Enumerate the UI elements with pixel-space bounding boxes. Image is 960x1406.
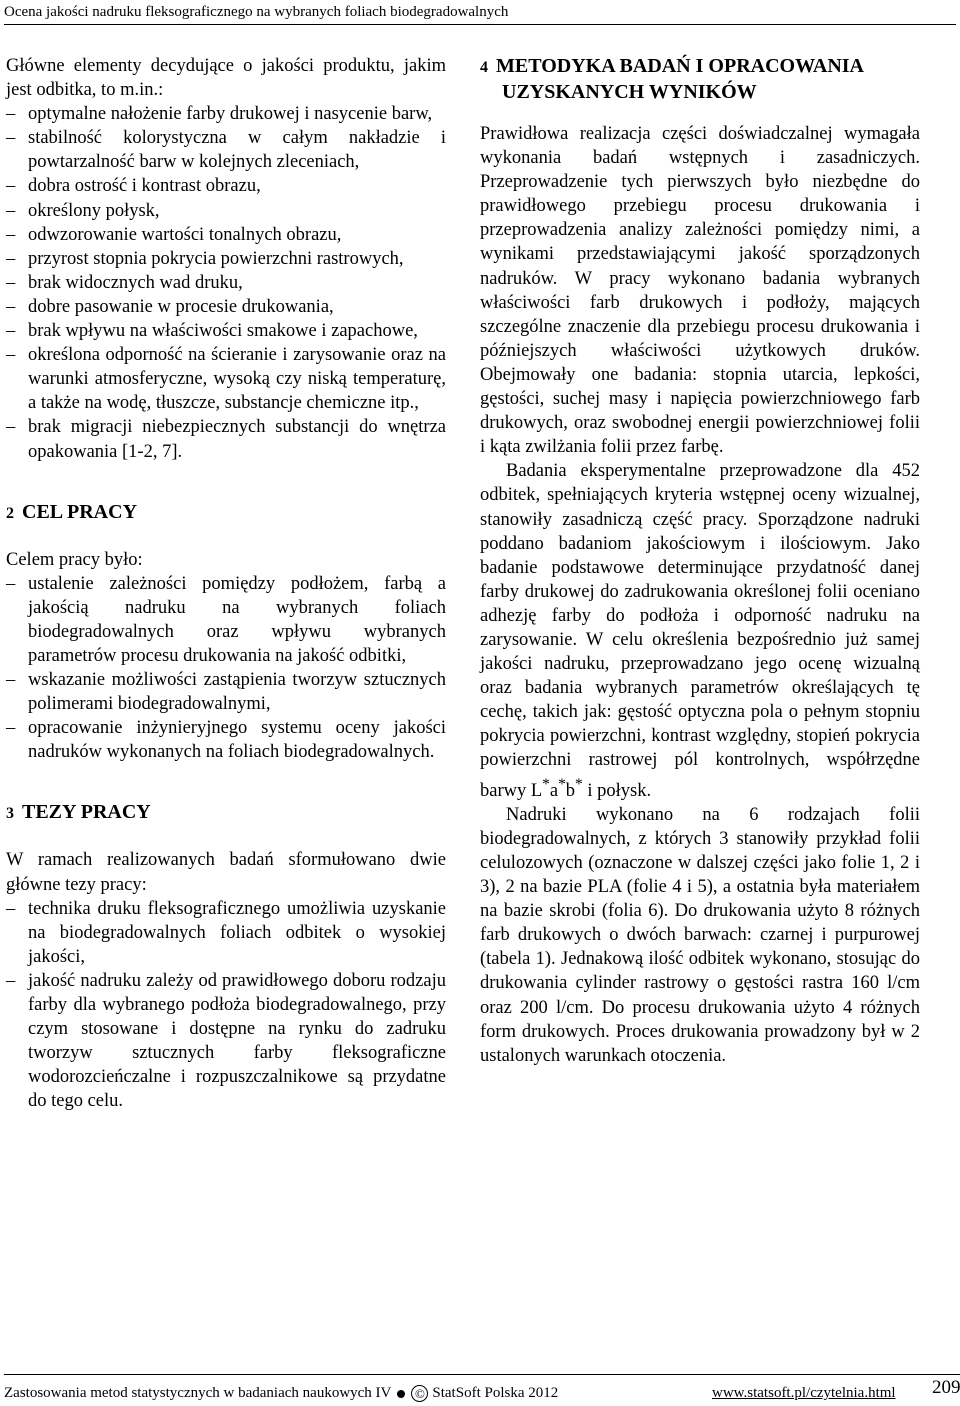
section-title: TEZY PRACY [22, 801, 151, 824]
list-item: – wskazanie możliwości zastąpienia tworzyw sztucznych polimerami biodegradowalnymi, [6, 668, 446, 716]
section-3-heading [6, 800, 446, 826]
right-column [480, 54, 920, 1068]
running-header: Ocena jakości nadruku fleksograficznego na wybranych foliach biodegradowalnych [4, 2, 956, 25]
list-item: – optymalne nałożenie farby drukowej i nasycenie barw, [6, 102, 446, 126]
thesis-intro: W ramach realizowanych badań sformułowano dwie główne tezy pracy: [6, 850, 446, 895]
quality-intro: Główne elementy decydujące o jakości produktu, jakim jest odbitka, to m.in.: [6, 56, 446, 101]
thesis-list [6, 897, 446, 1114]
list-item: – określony połysk, [6, 199, 446, 223]
list-item: – ustalenie zależności pomiędzy podłożem, farbą a jakością nadruku na wybranych foliach biodegradowalnych oraz wpływu wybranych parametrów procesu drukowania na jakość odbitki, [6, 572, 446, 668]
bullet-icon [397, 1390, 405, 1398]
section-title: METODYKA BADAŃ I OPRACOWANIA UZYSKANYCH WYNIKÓW [496, 55, 863, 103]
list-item: – brak migracji niebezpiecznych substancji do wnętrza opakowania [1-2, 7]. [6, 415, 446, 463]
copyright-icon: © [411, 1385, 428, 1402]
aim-intro: Celem pracy było: [6, 549, 143, 570]
footer-journal: Zastosowania metod statystycznych w badaniach naukowych IV © StatSoft Polska 2012 [4, 1385, 559, 1402]
section-number: 2 [6, 504, 14, 522]
list-item: – jakość nadruku zależy od prawidłowego doboru rodzaju farby dla wybranego podłoża biodegradowalnego, przy czym stosowane i dostępne na rynku do zadruku tworzyw sztucznych farby fleksograficzne wodorozcieńczalne i rozpuszczalnikowe są przydatne do tego celu. [6, 969, 446, 1114]
page-number: 209 [932, 1377, 960, 1398]
section-title: CEL PRACY [22, 500, 138, 523]
list-item: – przyrost stopnia pokrycia powierzchni rastrowych, [6, 247, 446, 271]
left-column [6, 54, 446, 1113]
list-item: – opracowanie inżynieryjnego systemu oceny jakości nadruków wykonanych na foliach biodegradowalnych. [6, 716, 446, 764]
section-number: 3 [6, 805, 14, 823]
method-paragraph-3: Nadruki wykonano na 6 rodzajach folii biodegradowalnych, z których 3 stanowiły przykład folii celulozowych (oznaczone w dalszej części jako folie 1, 2 i 3), 2 na bazie PLA (folie 4 i 5), a ostatnia była materiałem na bazie skrobi (folia 6). Do drukowania użyto 8 różnych farb drukowych o dwóch barwach: czarnej i purpurowej (tabela 1). Jednakową ilość odbitek wykonano, stosując do drukowania cylinder rastrowy o gęstości rastra 160 l/cm oraz 200 l/cm. Do procesu drukowania użyto 4 różnych form drukowych. Proces drukowania prowadzony był w 2 ustalonych warunkach otoczenia. [480, 804, 920, 1066]
list-item: – określona odporność na ścieranie i zarysowanie oraz na warunki atmosferyczne, wysoką czy niską temperaturę, a także na wodę, tłuszcze, substancje chemiczne itp., [6, 343, 446, 415]
section-number: 4 [480, 59, 488, 76]
footer-url-link[interactable]: www.statsoft.pl/czytelnia.html [712, 1385, 896, 1401]
list-item: – odwzorowanie wartości tonalnych obrazu, [6, 223, 446, 247]
list-item: – technika druku fleksograficznego umożliwia uzyskanie na biodegradowalnych foliach odbitek o wysokiej jakości, [6, 897, 446, 969]
section-2-heading [6, 500, 446, 526]
method-paragraph-2: Badania eksperymentalne przeprowadzone dla 452 odbitek, spełniających kryteria wstępnej oceny wizualnej, stanowiły zasadniczą część pracy. Sporządzone nadruki poddano badaniom jakościowym i ilościowym. Jako badanie podstawowe determinujące przydatność danej farby drukowej do zadrukowania określonej folii oceniano adhezję farby do podłoża i odporność nadruku na zarysowanie. W celu określenia bezpośrednio już samej jakości nadruku, przeprowadzano jego ocenę wizualną oraz badania wybranych parametrów określających tę cechę, takich jak: gęstość optyczna pola o pełnym stopniu pokrycia powierzchni, kontrast względny, stopień pokrycia powierzchni rastrowej pól kontrolnych, współrzędne barwy L*a*b* i połysk. [480, 461, 920, 801]
list-item: – stabilność kolorystyczna w całym nakładzie i powtarzalność barw w kolejnych zleceniach, [6, 126, 446, 174]
list-item: – dobre pasowanie w procesie drukowania, [6, 295, 446, 319]
list-item: – brak wpływu na właściwości smakowe i zapachowe, [6, 319, 446, 343]
quality-list [6, 102, 446, 463]
page-footer [4, 1374, 960, 1405]
method-paragraph-1: Prawidłowa realizacja części doświadczalnej wymagała wykonania badań wstępnych i zasadniczych. Przeprowadzenie tych pierwszych było niezbędne do prawidłowego przebiegu procesu drukowania i przeprowadzenia analizy zależności pomiędzy nimi, a wynikami przedstawiającymi jakość sporządzonych nadruków. W pracy wykonano badania wybranych właściwości farb drukowych i podłoży, mających szczególne znaczenie dla przebiegu procesu drukowania i późniejszych właściwości użytkowych druków. Obejmowały one badania: stopnia utarcia, lepkości, gęstości, suchej masy i napięcia powierzchniowego farb drukowych, oraz swobodnej energii powierzchniowej folii i kąta zwilżania folii przez farbę. [480, 124, 920, 458]
aim-list [6, 572, 446, 765]
section-4-heading [480, 54, 920, 104]
list-item: – dobra ostrość i kontrast obrazu, [6, 174, 446, 198]
list-item: – brak widocznych wad druku, [6, 271, 446, 295]
